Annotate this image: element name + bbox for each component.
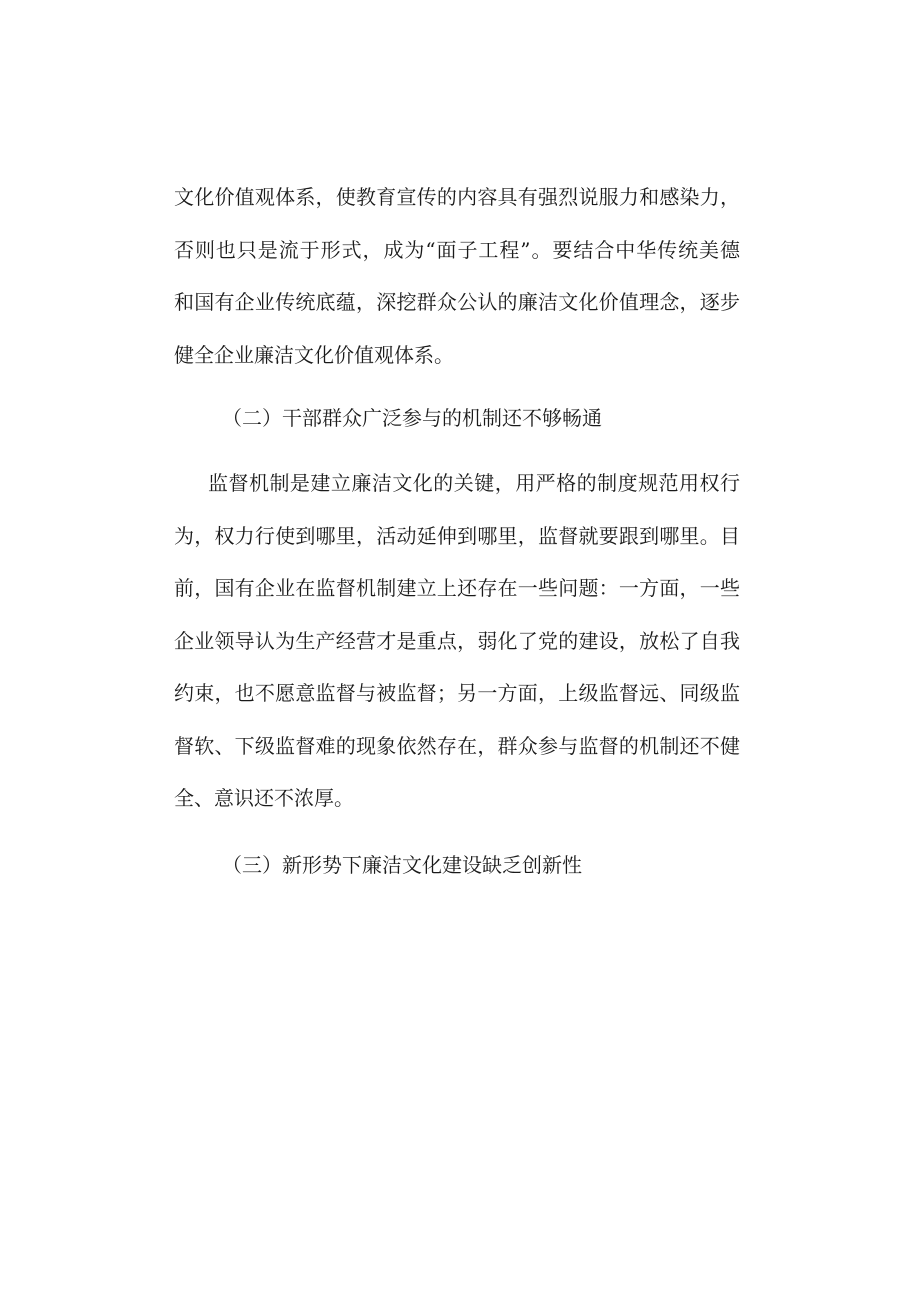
- section-heading-2: （二）干部群众广泛参与的机制还不够畅通: [222, 406, 602, 430]
- paragraph-line: 否则也只是流于形式，成为“面子工程”。要结合中华传统美德: [174, 237, 740, 262]
- paragraph-line: 督软、下级监督难的现象依然存在，群众参与监督的机制还不健: [174, 733, 740, 758]
- paragraph-2: [174, 457, 740, 825]
- section-heading-3: （三）新形势下廉洁文化建设缺乏创新性: [222, 853, 582, 877]
- paragraph-line: 企业领导认为生产经营才是重点，弱化了党的建设，放松了自我: [174, 628, 740, 653]
- paragraph-line: 约束，也不愿意监督与被监督；另一方面，上级监督远、同级监: [174, 681, 740, 705]
- paragraph-line: 监督机制是建立廉洁文化的关键，用严格的制度规范用权行: [208, 471, 740, 495]
- paragraph-line: 全、意识还不浓厚。: [174, 786, 354, 810]
- paragraph-line: 和国有企业传统底蕴，深挖群众公认的廉洁文化价值理念，逐步: [174, 290, 740, 314]
- paragraph-line: 文化价值观体系，使教育宣传的内容具有强烈说服力和感染力，: [174, 185, 740, 209]
- paragraph-line: 为，权力行使到哪里，活动延伸到哪里，监督就要跟到哪里。目: [174, 523, 740, 548]
- paragraph-line: 前，国有企业在监督机制建立上还存在一些问题：一方面，一些: [174, 576, 740, 600]
- paragraph-1: [174, 171, 740, 381]
- paragraph-line: 健全企业廉洁文化价值观体系。: [174, 342, 454, 367]
